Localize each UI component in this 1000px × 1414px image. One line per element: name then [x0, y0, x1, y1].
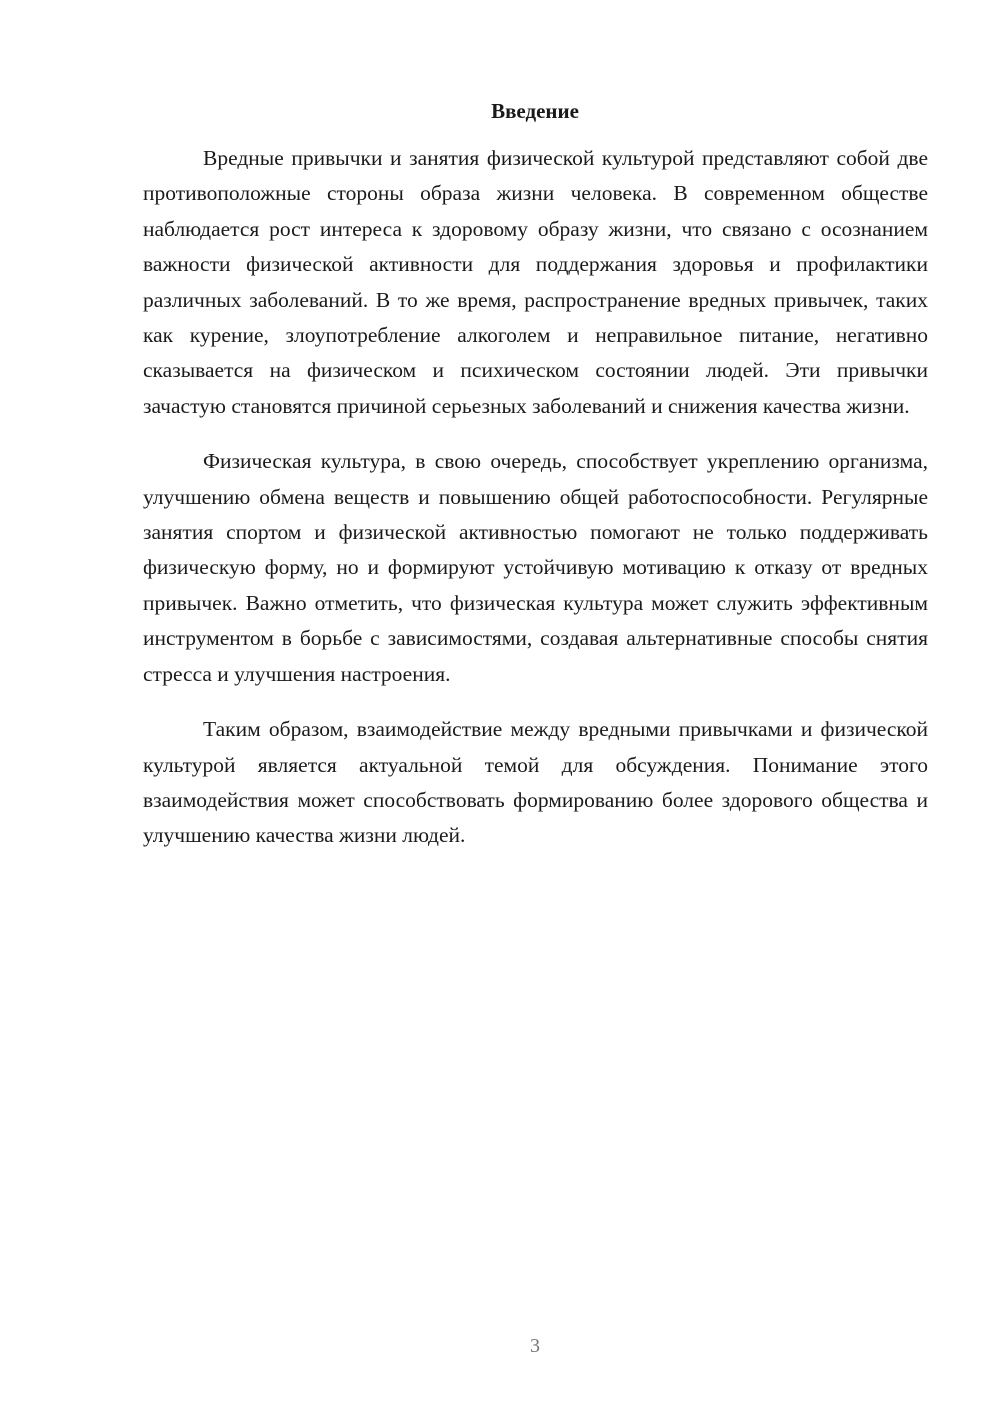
page-number: 3: [530, 1335, 540, 1357]
paragraph-2: Физическая культура, в свою очередь, способствует укреплению организма, улучшению обмена веществ и повышению общей работоспособности. Регулярные занятия спортом и физической активностью помогают не только поддерживать физическую форму, но и формируют устойчивую мотивацию к отказу от вредных привычек. Важно отметить, что физическая культура может служить эффективным инструментом в борьбе с зависимостями, создавая альтернативные способы снятия стресса и улучшения настроения.: [143, 449, 928, 686]
paragraph-1: Вредные привычки и занятия физической культурой представляют собой две противоположные стороны образа жизни человека. В современном обществе наблюдается рост интереса к здоровому образу жизни, что связано с осознанием важности физической активности для поддержания здоровья и профилактики различных заболеваний. В то же время, распространение вредных привычек, таких как курение, злоупотребление алкоголем и неправильное питание, негативно сказывается на физическом и психическом состоянии людей. Эти привычки зачастую становятся причиной серьезных заболеваний и снижения качества жизни.: [143, 146, 928, 418]
paragraph-3: Таким образом, взаимодействие между вредными привычками и физической культурой является актуальной темой для обсуждения. Понимание этого взаимодействия может способствовать формированию более здорового общества и улучшению качества жизни людей.: [143, 717, 928, 848]
section-heading: Введение: [491, 99, 579, 123]
body-text: [143, 141, 928, 874]
